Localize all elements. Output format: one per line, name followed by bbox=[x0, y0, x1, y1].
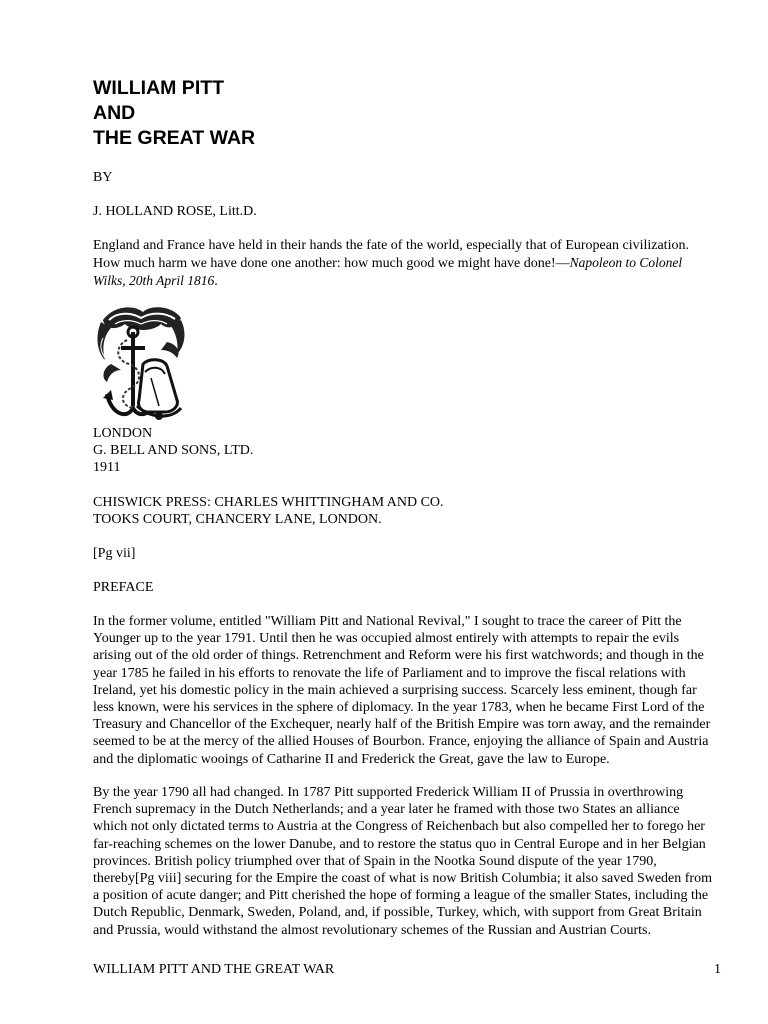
printer-line: TOOKS COURT, CHANCERY LANE, LONDON. bbox=[93, 512, 382, 528]
book-title bbox=[93, 76, 255, 151]
paragraph-line: provinces. British policy triumphed over that of Spain in the Nootka Sound dispute of the year 1790, bbox=[93, 853, 657, 869]
page-marker: [Pg vii] bbox=[93, 546, 136, 561]
epigraph-line bbox=[93, 254, 725, 272]
paragraph-line: French supremacy in the Dutch Netherlands; and a year later he framed with those two States an alliance bbox=[93, 802, 680, 818]
author: J. HOLLAND ROSE, Litt.D. bbox=[93, 204, 257, 219]
imprint-line: LONDON bbox=[93, 426, 153, 441]
paragraph-line: year 1785 he failed in his efforts to renovate the life of Parliament and to improve the fiscal relations with bbox=[93, 665, 686, 681]
imprint bbox=[93, 425, 725, 477]
epigraph-citation: Napoleon to Colonel bbox=[569, 255, 683, 271]
paragraph-line: and Prussia, would withstand the almost revolutionary schemes of the Russian and Austrian Courts. bbox=[93, 922, 651, 938]
title-line: WILLIAM PITT bbox=[93, 77, 225, 99]
epigraph-line: England and France have held in their hands the fate of the world, especially that of European civilization. bbox=[93, 238, 689, 253]
preface-heading: PREFACE bbox=[93, 580, 154, 595]
by-line: BY bbox=[93, 170, 113, 185]
paragraph-line: In the former volume, entitled "William Pitt and National Revival," I sought to trace the career of Pitt the bbox=[93, 614, 682, 629]
paragraph-line: far-reaching schemes on the lower Danube, and to restore the status quo in Central Europe and in her Belgian bbox=[93, 836, 706, 852]
page-number: 1 bbox=[714, 962, 721, 977]
printer-line: CHISWICK PRESS: CHARLES WHITTINGHAM AND CO. bbox=[93, 495, 444, 510]
imprint-line: 1911 bbox=[93, 460, 121, 476]
paragraph-line: and the diplomatic wooings of Catharine II and Frederick the Great, gave the law to Europe. bbox=[93, 751, 610, 767]
paragraph-line: a position of acute danger; and Pitt cherished the hope of forming a league of the smaller States, including the bbox=[93, 888, 709, 904]
paragraph-line: arising out of the old order of things. Retrenchment and Reform were his first watchwords; and though in the bbox=[93, 648, 704, 664]
paragraph-line: thereby[Pg viii] securing for the Empire the coast of what is now British Columbia; it also saved Sweden from bbox=[93, 871, 712, 887]
imprint-line: G. BELL AND SONS, LTD. bbox=[93, 443, 254, 459]
epigraph bbox=[93, 237, 725, 291]
title-line: THE GREAT WAR bbox=[93, 127, 256, 149]
publisher-emblem-icon bbox=[93, 302, 185, 426]
epigraph-text: How much harm we have done one another: how much good we might have done!— bbox=[93, 256, 570, 272]
paragraph-line: Ireland, yet his domestic policy in the main achieved a surprising success. Scarcely less eminent, though far bbox=[93, 682, 697, 698]
preface-paragraph-1 bbox=[93, 613, 725, 768]
paragraph-line: Dutch Republic, Denmark, Sweden, Poland, and, if possible, Turkey, which, with support from Great Britain bbox=[93, 905, 702, 921]
paragraph-line: less known, were his services in the sphere of diplomacy. In the year 1783, when he became First Lord of the bbox=[93, 700, 705, 716]
paragraph-line: By the year 1790 all had changed. In 1787 Pitt supported Frederick William II of Prussia in overthrowing bbox=[93, 785, 684, 800]
preface-paragraph-2 bbox=[93, 784, 725, 939]
paragraph-line: Younger up to the year 1791. Until then he was occupied almost entirely with attempts to repair the evils bbox=[93, 631, 680, 647]
title-line: AND bbox=[93, 102, 136, 124]
epigraph-end: . bbox=[214, 274, 218, 290]
paragraph-line: seemed to be at the mercy of the allied Houses of Bourbon. France, enjoying the alliance of Spain and Austria bbox=[93, 734, 709, 750]
running-footer-title: WILLIAM PITT AND THE GREAT WAR bbox=[93, 962, 335, 977]
paragraph-line: Treasury and Chancellor of the Exchequer, nearly half of the British Empire was torn away, and the remainder bbox=[93, 717, 711, 733]
epigraph-line bbox=[93, 272, 725, 290]
printer-imprint bbox=[93, 494, 725, 528]
paragraph-line: which not only dictated terms to Austria at the Congress of Reichenbach but also compelled her to forego her bbox=[93, 819, 705, 835]
epigraph-citation: Wilks, 20th April 1816 bbox=[93, 273, 215, 289]
